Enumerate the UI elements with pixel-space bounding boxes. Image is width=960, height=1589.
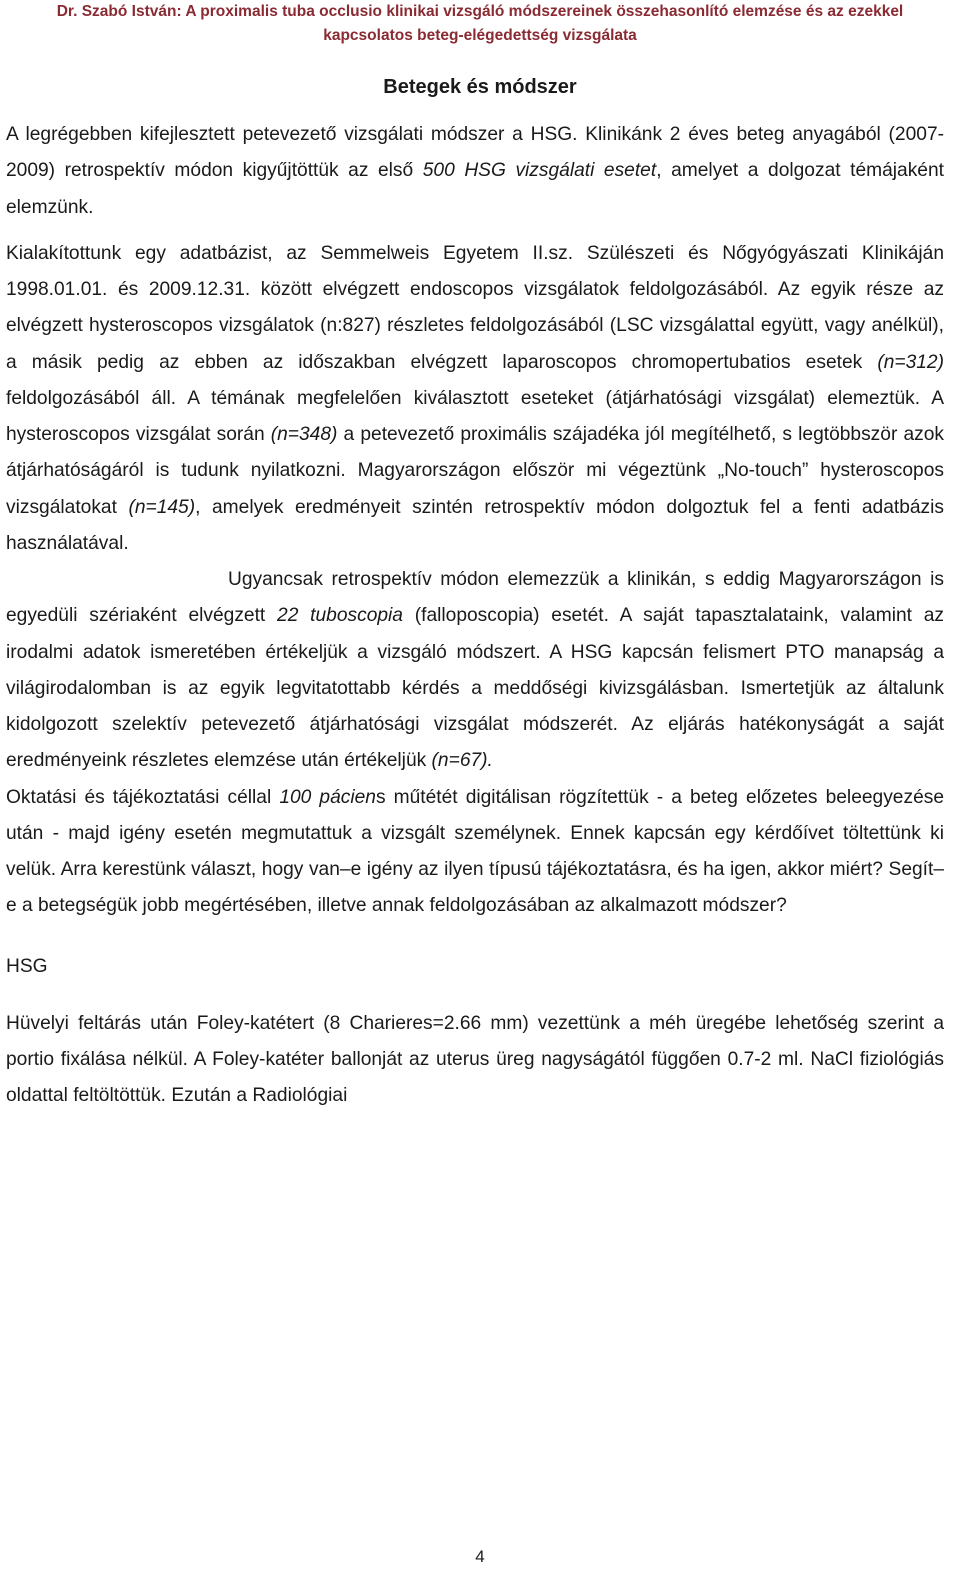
paragraph-hsg-procedure: Hüvelyi feltárás után Foley-katétert (8 Charieres=2.66 mm) vezettünk a méh üregébe lehetőség szerint a portio fixálása nélkül. A Foley-katéter ballonját az uterus üreg nagyságától függően 0.7-2 ml. NaCl fiziológiás oldattal feltöltöttük. Ezután a Radiológiai	[6, 1012, 944, 1107]
running-header-line-2: kapcsolatos beteg-elégedettség vizsgálata	[323, 27, 637, 44]
italic-run: (n=348)	[270, 424, 338, 445]
text-run: feldolgozásából áll. A témának megfelelően kiválasztott eseteket (átjárhatósági vizsgálat) elemeztük. A hysteroscopos vizsgálat során	[6, 387, 944, 445]
page-number: 4	[475, 1547, 485, 1566]
body-text	[6, 117, 944, 1115]
italic-run: (n=145)	[128, 496, 196, 518]
italic-run: 500 HSG vizsgálati esetet	[422, 160, 657, 182]
text-run: Oktatási és tájékoztatási céllal	[6, 786, 280, 808]
paragraph-education	[6, 780, 944, 925]
text-run: Ugyancsak retrospektív módon elemezzük a klinikán, s eddig Magyarországon is egyedüli szériaként elvégzett	[6, 569, 944, 627]
section-title: Betegek és módszer	[383, 76, 577, 98]
running-header-line-1: Dr. Szabó István: A proximalis tuba occlusio klinikai vizsgáló módszereinek összehasonlító elemzése és az ezekkel	[56, 3, 904, 20]
subheading-hsg: HSG	[6, 955, 48, 977]
text-run: s műtétét digitálisan rögzítettük - a beteg előzetes beleegyezése után - majd igény esetén megmutattuk a vizsgált személynek. Ennek kapcsán egy kérdőívet töltettünk ki velük. Arra kerestünk választ, hogy van–e igény az ilyen típusú tájékoztatásra, és ha igen, akkor miért? Segít–e a betegségük jobb megértésében, illetve annak feldolgozásában az alkalmazott módszer?	[6, 786, 945, 917]
text-run: , amelyet a dolgozat témájaként elemzünk.	[6, 160, 944, 218]
text-run: Kialakítottunk egy adatbázist, az Semmelweis Egyetem II.sz. Szülészeti és Nőgyógyászati Klinikáján 1998.01.01. és 2009.12.31. között elvégzett endoscopos vizsgálatok feldolgozásából. Az egyik része az elvégzett hysteroscopos vizsgálatok (n:827) részletes feldolgozásából (LSC vizsgálattal együtt, vagy anélkül), a másik pedig az ebben az időszakban elvégzett laparoscopos chromopertubatios esetek	[6, 242, 944, 373]
paragraph-tuboscopy	[6, 562, 944, 780]
text-run: A legrégebben kifejlesztett petevezető vizsgálati módszer a HSG. Klinikánk 2 éves beteg anyagából (2007-2009) retrospektív módon kigyűjtöttük az első	[6, 124, 944, 182]
italic-run: (n=67).	[431, 750, 493, 772]
italic-run: 22 tuboscopia	[277, 605, 403, 627]
text-run: a petevezető proximális szájadéka jól megítélhető, s legtöbbször azok átjárhatóságáról is tudunk nyilatkozni. Magyarországon először mi végeztünk „No-touch” hysteroscopos vizsgálatokat	[6, 424, 944, 518]
italic-run: 100 pácien	[279, 786, 376, 808]
text-run: (falloposcopia) esetét. A saját tapasztalataink, valamint az irodalmi adatok ismeretében értékeljük a vizsgáló módszert. A HSG kapcsán felismert PTO manapság a világirodalomban is az egyik legvitatottabb kérdés a meddőségi kivizsgálásban. Ismertetjük az általunk kidolgozott szelektív petevezető átjárhatósági vizsgálat módszerét. Az eljárás hatékonyságát a saját eredményeink részletes elemzése után értékeljük	[6, 605, 945, 772]
running-header	[0, 0, 960, 48]
paragraph-database	[6, 236, 944, 562]
text-run: , amelyek eredményeit szintén retrospektív módon dolgoztuk fel a fenti adatbázis használatával.	[6, 496, 944, 554]
paragraph-hsg-intro	[6, 117, 944, 226]
italic-run: (n=312)	[877, 351, 944, 373]
